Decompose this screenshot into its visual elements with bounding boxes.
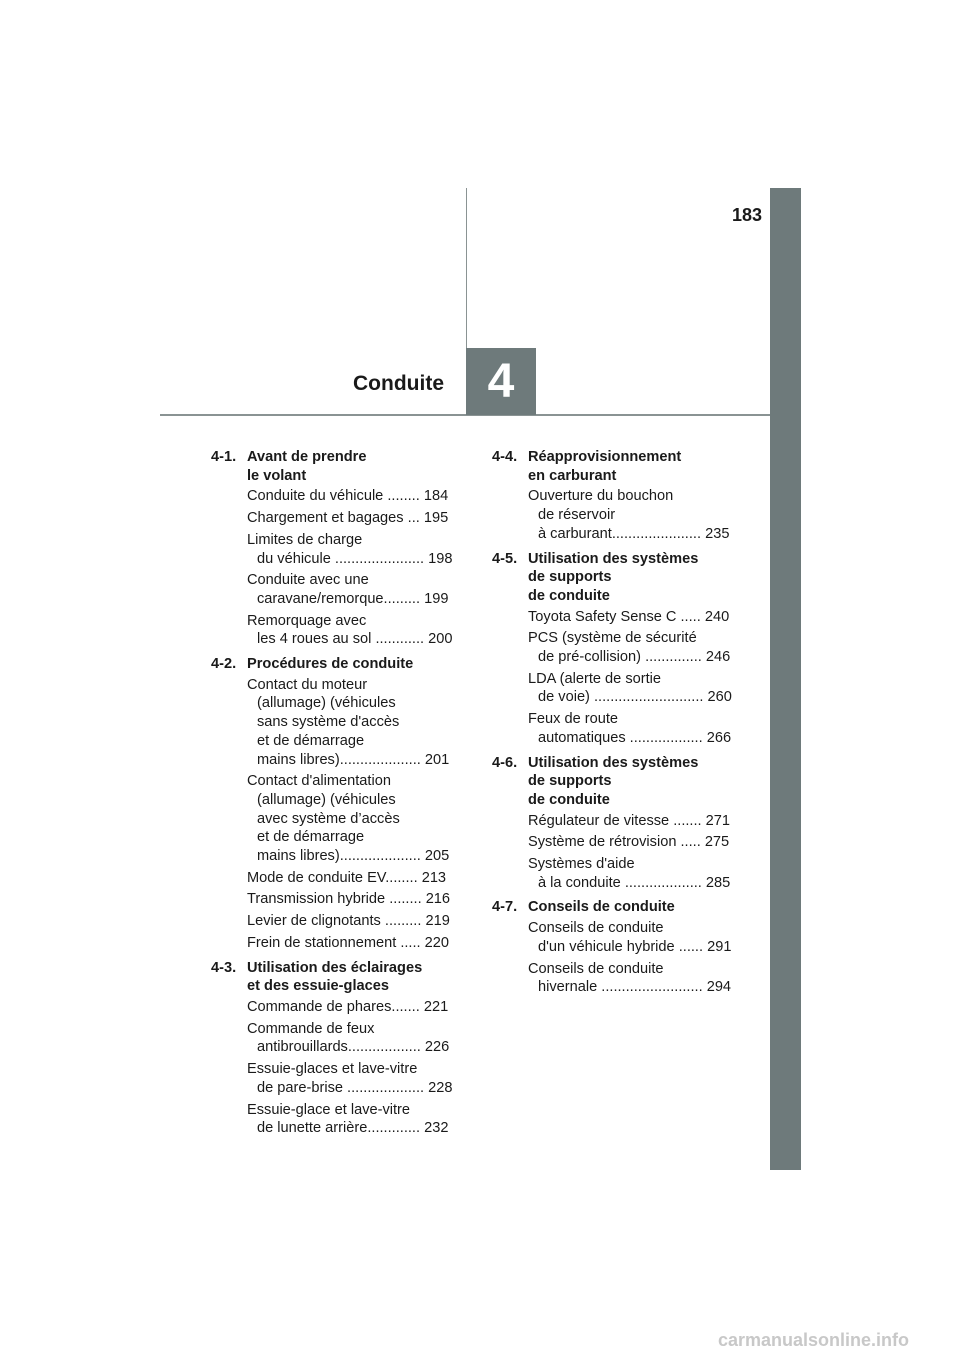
toc-entry[interactable]: [247, 676, 459, 770]
toc-entry-label: Commande de feux antibrouillards.................. 226: [247, 1020, 450, 1056]
section-number: 4-4.: [492, 449, 518, 465]
section-title: Réapprovisionnement en carburant: [528, 449, 682, 484]
toc-entry-label: Commande de phares....... 221: [247, 998, 449, 1015]
toc-entry-label: Essuie-glace et lave-vitre de lunette arrière............. 232: [247, 1101, 449, 1137]
section-title: Utilisation des éclairages et des essuie-glaces: [247, 959, 423, 995]
toc-entry[interactable]: [247, 612, 459, 649]
horizontal-rule: [160, 414, 770, 416]
section-heading[interactable]: [492, 550, 740, 606]
section-heading[interactable]: [211, 448, 459, 485]
section-heading[interactable]: [211, 655, 459, 674]
toc-entry[interactable]: [247, 998, 459, 1017]
toc-entry[interactable]: [528, 608, 740, 627]
toc-entry[interactable]: [528, 833, 740, 852]
toc-entry-label: Conduite du véhicule ........ 184: [247, 488, 449, 505]
toc-entry-label: Contact d'alimentation (allumage) (véhicules avec système d’accès et de démarrage mains libres).................... 205: [247, 773, 450, 865]
section-number: 4-5.: [492, 550, 518, 567]
toc-entry-label: Conseils de conduite hivernale ......................... 294: [528, 960, 732, 996]
toc-entry-label: Système de rétrovision ..... 275: [528, 834, 730, 851]
toc-section: [492, 550, 740, 748]
section-title: Avant de prendre le volant: [247, 449, 367, 484]
toc-entry-label: Régulateur de vitesse ....... 271: [528, 812, 730, 829]
toc-entry[interactable]: [247, 509, 459, 528]
toc-section: [492, 448, 740, 544]
section-heading[interactable]: [211, 959, 459, 996]
toc-entry-label: Essuie-glaces et lave-vitre de pare-brise ................... 228: [247, 1061, 453, 1096]
chapter-title: Conduite: [353, 372, 444, 395]
section-title: Utilisation des systèmes de supports de conduite: [528, 754, 699, 808]
toc-entry[interactable]: [247, 934, 459, 953]
toc-entry[interactable]: [247, 571, 459, 608]
toc-entry-label: Mode de conduite EV........ 213: [247, 869, 447, 886]
toc-entry[interactable]: [247, 912, 459, 931]
toc-entry[interactable]: [528, 812, 740, 831]
toc-entry[interactable]: [247, 531, 459, 568]
toc-entry[interactable]: [247, 1060, 459, 1097]
toc-section: [492, 898, 740, 997]
toc-left-column: [211, 448, 459, 1144]
toc-entry[interactable]: [528, 710, 740, 747]
toc-entry[interactable]: [528, 919, 740, 956]
toc-section: [492, 754, 740, 893]
toc-entry-label: Limites de charge du véhicule ...................... 198: [247, 531, 453, 567]
toc-section: [211, 448, 459, 649]
toc-section: [211, 959, 459, 1138]
section-title: Utilisation des systèmes de supports de conduite: [528, 550, 699, 604]
toc-entry[interactable]: [247, 1101, 459, 1138]
toc-entry-label: Frein de stationnement ..... 220: [247, 934, 449, 951]
toc-entry-label: PCS (système de sécurité de pré-collision) .............. 246: [528, 630, 731, 666]
toc-entry-label: Remorquage avec les 4 roues au sol ............ 200: [247, 612, 453, 648]
toc-entry[interactable]: [528, 487, 740, 543]
toc-entry-label: Toyota Safety Sense C ..... 240: [528, 608, 730, 625]
section-number: 4-2.: [211, 656, 237, 673]
section-heading[interactable]: [492, 754, 740, 810]
toc-entry-label: Contact du moteur (allumage) (véhicules sans système d'accès et de démarrage mains libres).................... 201: [247, 676, 450, 768]
toc-entry[interactable]: [247, 772, 459, 866]
section-title: Conseils de conduite: [528, 899, 675, 916]
toc-entry[interactable]: [528, 629, 740, 666]
toc-entry-label: Conseils de conduite d'un véhicule hybride ...... 291: [528, 920, 732, 955]
section-heading[interactable]: [492, 448, 740, 485]
toc-entry-label: Transmission hybride ........ 216: [247, 891, 451, 908]
toc-entry[interactable]: [247, 1020, 459, 1057]
toc-entry-label: LDA (alerte de sortie de voie) ........................... 260: [528, 670, 732, 706]
vertical-rule: [466, 188, 467, 348]
toc-section: [211, 655, 459, 953]
toc-entry-label: Ouverture du bouchon de réservoir à carburant...................... 235: [528, 488, 730, 542]
section-number: 4-3.: [211, 959, 237, 976]
watermark: carmanualsonline.info: [718, 1330, 910, 1350]
toc-entry[interactable]: [528, 960, 740, 997]
toc-entry-label: Systèmes d'aide à la conduite ................... 285: [528, 856, 731, 891]
toc-entry-label: Chargement et bagages ... 195: [247, 510, 449, 527]
toc-entry-label: Levier de clignotants ......... 219: [247, 913, 450, 930]
chapter-side-tab: [770, 188, 801, 1170]
toc-entry[interactable]: [528, 670, 740, 707]
toc-right-column: [492, 448, 740, 1003]
section-heading[interactable]: [492, 898, 740, 917]
toc-entry[interactable]: [247, 487, 459, 506]
section-title: Procédures de conduite: [247, 656, 414, 673]
page-number: 183: [731, 205, 762, 225]
toc-entry[interactable]: [247, 869, 459, 888]
toc-entry[interactable]: [528, 855, 740, 892]
chapter-number-box: 4: [466, 348, 536, 415]
section-number: 4-6.: [492, 754, 518, 771]
toc-entry[interactable]: [247, 890, 459, 909]
toc-entry-label: Feux de route automatiques .................. 266: [528, 711, 732, 746]
toc-entry-label: Conduite avec une caravane/remorque......... 199: [247, 572, 449, 607]
section-number: 4-1.: [211, 449, 237, 465]
section-number: 4-7.: [492, 899, 518, 916]
